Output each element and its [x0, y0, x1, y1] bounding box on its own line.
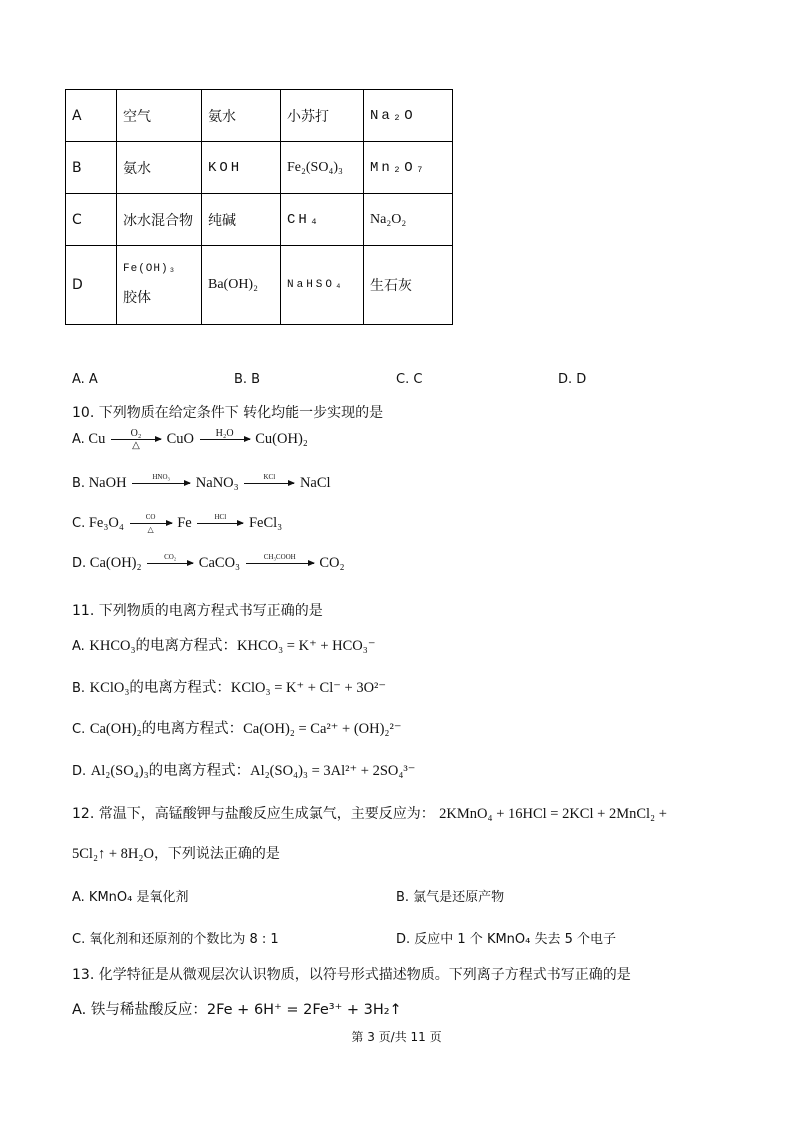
q13-stem: 13. 化学特征是从微观层次认识物质，以符号形式描述物质。下列离子方程式书写正确的是 [72, 967, 631, 983]
table-row [66, 90, 453, 142]
table-cell: Na₂O₂ [364, 194, 453, 246]
arrow-condition: H₂O [215, 428, 234, 439]
option-letter: C. [72, 722, 86, 737]
q12-equation-part2: 5Cl₂↑ + 8H₂O [72, 846, 154, 862]
reaction-arrow [147, 552, 193, 575]
table-cell: 生石灰 [364, 246, 453, 325]
arrow-condition: O₂ [130, 428, 142, 439]
table-cell: Na₂O [364, 90, 453, 142]
option-letter: A. [72, 431, 85, 447]
reaction-arrow [130, 512, 172, 535]
q11-option-a [72, 634, 376, 655]
table-cell: Mn₂O₇ [364, 142, 453, 194]
table-row [66, 246, 453, 325]
species: Fe₃O₄ [88, 514, 124, 531]
option-text: KHCO₃的电离方程式：KHCO₃ = K⁺ + HCO₃⁻ [89, 638, 376, 654]
arrow-condition: HNO₃ [152, 473, 170, 481]
row-label: D [66, 246, 117, 325]
table-cell: KOH [202, 142, 281, 194]
cell-line: Fe(OH)₃ [123, 263, 177, 275]
table-cell [117, 246, 202, 325]
q12-option-c: C. 氧化剂和还原剂的个数比为 8 : 1 [72, 932, 279, 947]
species: CO₂ [319, 554, 345, 571]
q13-option-a: A. 铁与稀盐酸反应：2Fe + 6H⁺ = 2Fe³⁺ + 3H₂↑ [72, 1002, 402, 1018]
species: NaOH [88, 474, 127, 491]
q11-option-b [72, 676, 386, 697]
species: FeCl₃ [248, 514, 283, 531]
q9-option-b: B. B [234, 372, 261, 387]
arrow-condition: △ [147, 525, 154, 534]
q10-option-d [72, 552, 345, 575]
table-cell: 氨水 [202, 90, 281, 142]
table-cell: 纯碱 [202, 194, 281, 246]
option-letter: B. [72, 475, 86, 491]
species: Cu(OH)₂ [255, 430, 308, 447]
species: NaCl [299, 474, 331, 491]
classification-table [65, 89, 453, 325]
q11-option-d [72, 759, 415, 780]
reaction-arrow [200, 428, 250, 451]
species: CuO [166, 430, 194, 447]
table-cell: CH₄ [281, 194, 364, 246]
option-text: Ca(OH)₂的电离方程式：Ca(OH)₂ = Ca²⁺ + (OH)₂²⁻ [89, 721, 402, 737]
q9-option-a: A. A [72, 372, 98, 387]
q12-stem-line1 [72, 803, 667, 823]
q10-option-b [72, 472, 331, 495]
table-row [66, 194, 453, 246]
cell-line: 胶体 [123, 290, 151, 306]
q10-option-c [72, 512, 282, 535]
reaction-arrow [132, 472, 190, 495]
species: Fe [177, 514, 192, 531]
arrow-condition: CO₂ [164, 553, 177, 561]
q11-stem: 11. 下列物质的电离方程式书写正确的是 [72, 603, 323, 619]
species: Ca(OH)₂ [89, 554, 142, 571]
table-cell: 空气 [117, 90, 202, 142]
q11-option-c [72, 717, 401, 738]
option-text: Al₂(SO₄)₃的电离方程式：Al₂(SO₄)₃ = 3Al²⁺ + 2SO₄³⁻ [90, 763, 416, 779]
option-text: KClO₃的电离方程式：KClO₃ = K⁺ + Cl⁻ + 3O²⁻ [89, 680, 387, 696]
row-label: B [66, 142, 117, 194]
q12-stem: 12. 常温下，高锰酸钾与盐酸反应生成氯气，主要反应为： [72, 806, 435, 822]
q12-option-a: A. KMnO₄ 是氧化剂 [72, 890, 189, 905]
table-row [66, 142, 453, 194]
reaction-arrow [244, 472, 294, 495]
reaction-arrow [197, 512, 243, 535]
q12-option-d: D. 反应中 1 个 KMnO₄ 失去 5 个电子 [396, 932, 617, 947]
table-cell: 小苏打 [281, 90, 364, 142]
table-cell: Ba(OH)₂ [202, 246, 281, 325]
option-letter: D. [72, 764, 87, 779]
arrow-condition: △ [132, 440, 140, 451]
q12-equation-part1: 2KMnO₄ + 16HCl = 2KCl + 2MnCl₂ + [439, 806, 667, 822]
option-letter: D. [72, 555, 87, 571]
page-footer: 第 3 页/共 11 页 [351, 1030, 442, 1044]
row-label: C [66, 194, 117, 246]
species: Cu [88, 430, 106, 447]
table-cell: 冰水混合物 [117, 194, 202, 246]
q10-option-a [72, 428, 308, 451]
q12-option-b: B. 氯气是还原产物 [396, 890, 505, 905]
table-cell: Fe₂(SO₄)₃ [281, 142, 364, 194]
option-letter: C. [72, 515, 86, 531]
option-letter: A. [72, 639, 85, 654]
species: CaCO₃ [198, 554, 241, 571]
row-label: A [66, 90, 117, 142]
reaction-arrow [111, 428, 161, 451]
table-cell: 氨水 [117, 142, 202, 194]
arrow-condition: CO [145, 513, 156, 521]
arrow-condition: KCl [263, 473, 276, 481]
q9-option-c: C. C [396, 372, 423, 387]
q9-option-d: D. D [558, 372, 587, 387]
reaction-arrow [246, 552, 314, 575]
table-cell: NaHSO₄ [281, 246, 364, 325]
arrow-condition: HCl [214, 513, 227, 521]
option-letter: B. [72, 681, 86, 696]
q12-stem-tail: ，下列说法正确的是 [153, 846, 280, 862]
arrow-condition: CH₃COOH [263, 553, 296, 561]
q10-stem: 10. 下列物质在给定条件下 转化均能一步实现的是 [72, 405, 384, 421]
q12-stem-line2 [72, 843, 280, 863]
species: NaNO₃ [195, 474, 239, 491]
